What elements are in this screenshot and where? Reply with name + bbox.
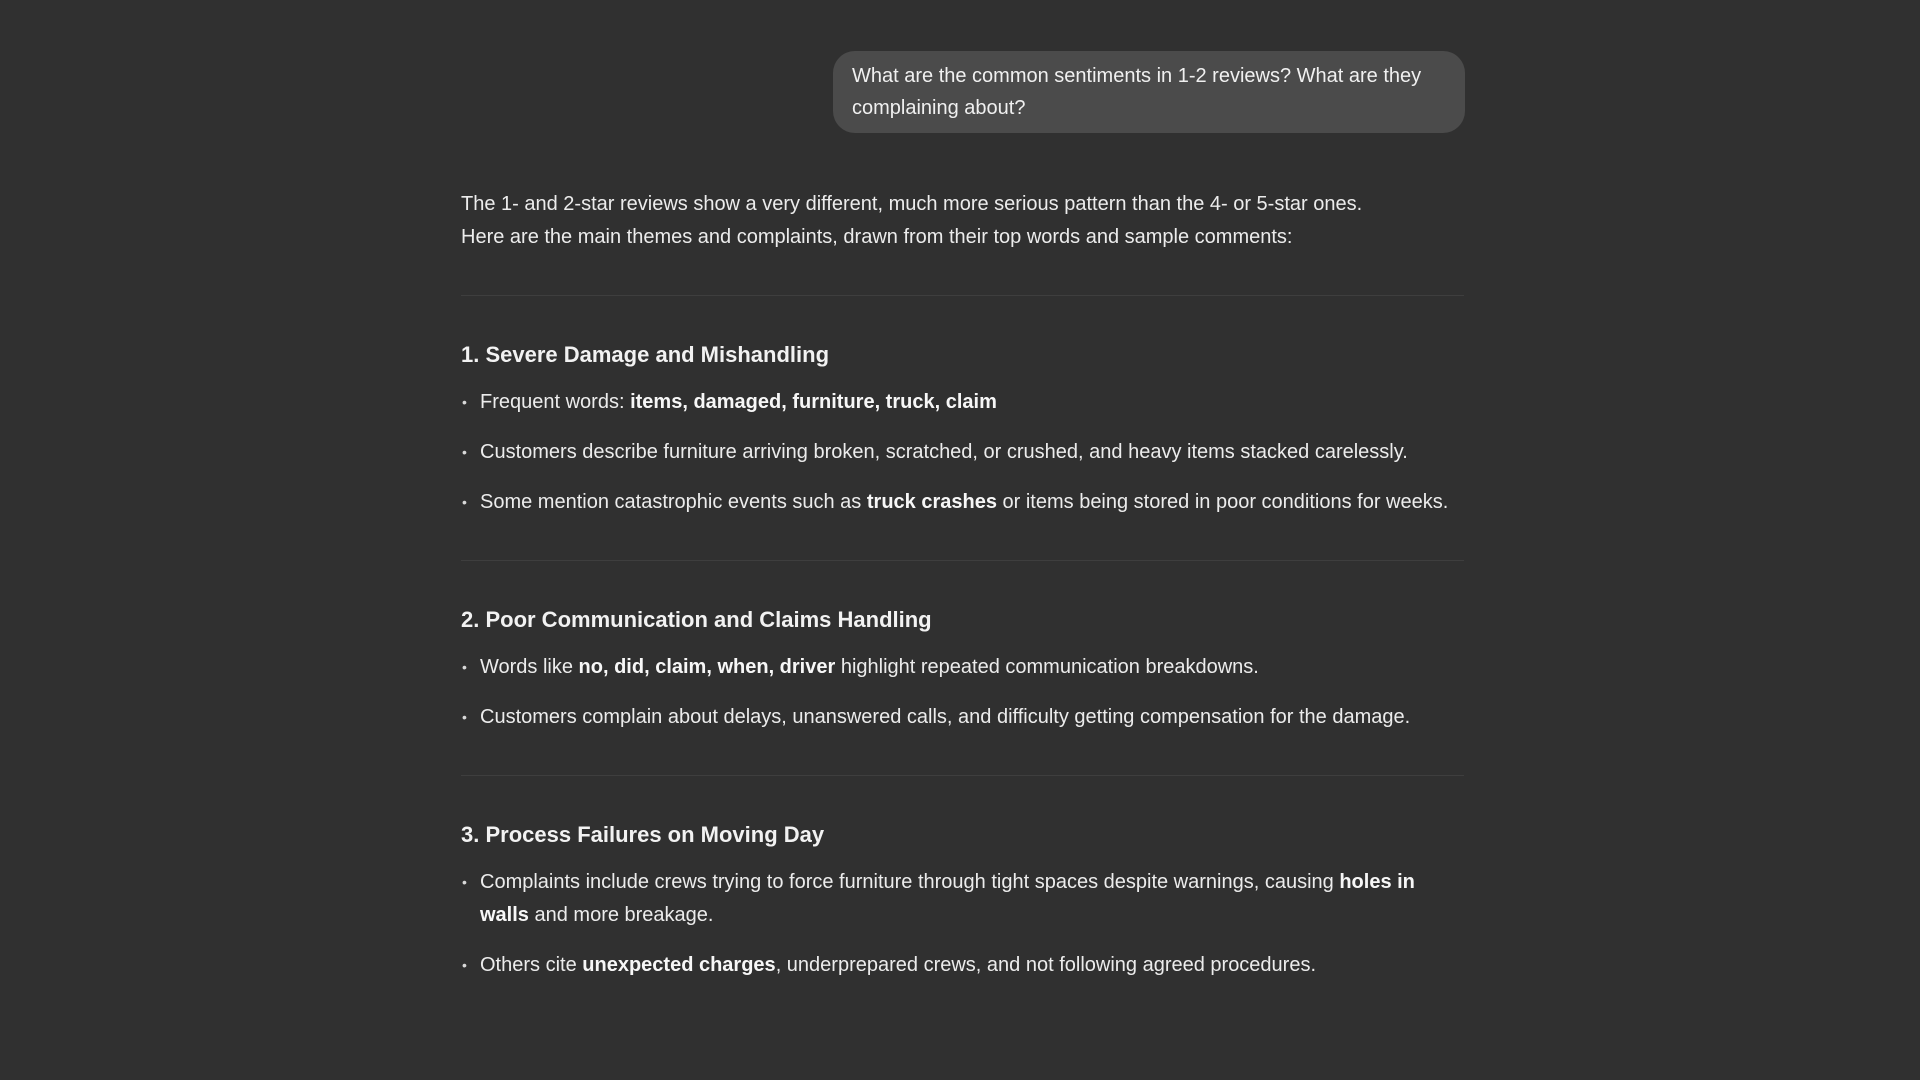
list-item (461, 386, 1464, 419)
list-item (461, 651, 1464, 684)
section-title-damage: 1. Severe Damage and Mishandling (461, 342, 830, 367)
intro-line-1: The 1- and 2-star reviews show a very different, much more serious pattern than the 4- or 5-star ones. (461, 193, 1363, 215)
bullet-text-tail: and more breakage. (528, 904, 714, 926)
section-bullets-communication (461, 651, 1464, 734)
bullet-text-tail: highlight repeated communication breakdowns. (835, 656, 1259, 678)
list-item (461, 436, 1464, 469)
bullet-text: Customers describe furniture arriving broken, scratched, or crushed, and heavy items stacked carelessly. (480, 441, 1408, 463)
bullet-text: Customers complain about delays, unanswered calls, and difficulty getting compensation for the damage. (480, 706, 1411, 728)
bullet-icon: • (462, 394, 467, 410)
section-title-process: 3. Process Failures on Moving Day (461, 822, 825, 847)
bullet-text: Others cite (480, 954, 583, 976)
bullet-text: Complaints include crews trying to force furniture through tight spaces despite warnings, causing (480, 871, 1340, 893)
section-divider (461, 295, 1464, 296)
section-title-communication: 2. Poor Communication and Claims Handling (461, 607, 932, 632)
bullet-bold-text: holes in walls (480, 871, 1415, 926)
bullet-text-tail: , underprepared crews, and not following agreed procedures. (775, 954, 1317, 976)
bullet-bold-text: unexpected charges (582, 954, 776, 976)
section-bullets-damage (461, 386, 1464, 519)
bullet-bold-text: no, did, claim, when, driver (578, 656, 836, 678)
section-bullets-process (461, 866, 1464, 982)
section-divider (461, 560, 1464, 561)
bullet-text: Words like (480, 656, 579, 678)
bullet-text-tail: or items being stored in poor conditions for weeks. (996, 491, 1449, 513)
list-item (461, 949, 1464, 982)
bullet-icon: • (462, 494, 467, 510)
list-item (461, 486, 1464, 519)
list-item (461, 701, 1464, 734)
bullet-icon: • (462, 444, 467, 460)
bullet-text: Frequent words: (480, 391, 631, 413)
list-item (461, 866, 1464, 932)
bullet-text: Some mention catastrophic events such as (480, 491, 867, 513)
bullet-icon: • (462, 874, 467, 890)
response-intro (461, 188, 1464, 254)
bullet-icon: • (462, 659, 467, 675)
user-message-bubble (833, 51, 1465, 133)
assistant-response (461, 188, 1464, 982)
user-message-text: What are the common sentiments in 1-2 reviews? What are they complaining about? (852, 65, 1422, 119)
bullet-icon: • (462, 957, 467, 973)
intro-line-2: Here are the main themes and complaints, drawn from their top words and sample comments: (461, 226, 1293, 248)
bullet-bold-text: truck crashes (866, 491, 997, 513)
section-divider (461, 775, 1464, 776)
bullet-icon: • (462, 709, 467, 725)
bullet-bold-text: items, damaged, furniture, truck, claim (630, 391, 997, 413)
